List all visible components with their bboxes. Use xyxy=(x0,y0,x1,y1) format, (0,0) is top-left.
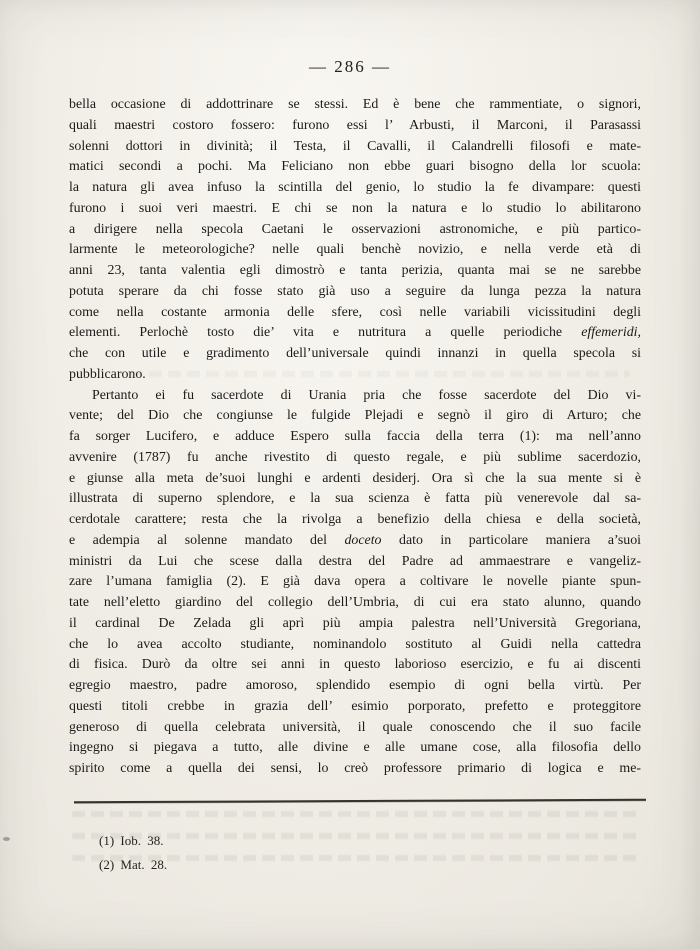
text-line xyxy=(69,738,641,759)
text-run: solenni dottori in divinità; il Testa, il Cavalli, il Calandrelli filosofi e mate- xyxy=(69,138,641,154)
text-run: anni 23, tanta valentia egli dimostrò e tanta perizia, quanta mai se ne sarebbe xyxy=(69,263,641,278)
text-line xyxy=(69,510,641,531)
text-line xyxy=(69,240,641,261)
text-line xyxy=(69,593,641,614)
footnote-separator-rule xyxy=(74,799,646,804)
text-run: avvenire (1787) fu anche rivestito di questo regale, e più sublime sacerdozio, xyxy=(69,449,641,465)
text-run: a dirigere nella specola Caetani le osservazioni astronomiche, e più partico- xyxy=(69,221,641,237)
text-run: Pertanto ei fu sacerdote di Urania pria che fosse sacerdote del Dio vi- xyxy=(92,387,641,403)
text-run: che lo avea accolto studiante, nominandolo sostituto al Guidi nella cattedra xyxy=(69,636,641,652)
text-line xyxy=(69,552,641,573)
text-run: quali maestri costoro fossero: furono essi l’ Arbusti, il Marconi, il Parasassi xyxy=(69,117,641,133)
text-line xyxy=(69,303,641,324)
text-line xyxy=(69,531,641,552)
text-line xyxy=(69,489,641,510)
text-line xyxy=(69,448,641,469)
text-run: tate nell’eletto giardino del collegio dell’Umbria, di cui era stato alunno, quando xyxy=(69,595,641,610)
text-run: furono i suoi veri maestri. E chi se non la natura e lo studio lo abilitarono xyxy=(69,200,641,216)
text-line xyxy=(69,137,641,158)
text-line xyxy=(69,199,641,220)
footnote: (1) Iob. 38. xyxy=(99,833,164,848)
text-line xyxy=(69,676,641,697)
text-line xyxy=(69,157,641,178)
scan-speck-artifact xyxy=(3,837,10,841)
text-run: ingegno si piegava a tutto, alle divine e alle umane cose, alla filosofia dello xyxy=(69,740,641,756)
text-run: bella occasione di addottrinare se stessi. Ed è bene che rammentiate, o signori, xyxy=(69,97,641,112)
text-line xyxy=(69,116,641,137)
text-line xyxy=(69,261,641,282)
text-run: fa sorger Lucifero, e adduce Espero sulla faccia della terra (1): ma nell’anno xyxy=(69,429,641,444)
text-line xyxy=(69,718,641,739)
page-body-text xyxy=(69,95,641,780)
text-line xyxy=(69,220,641,241)
text-line xyxy=(69,614,641,635)
text-run: di fisica. Durò da oltre sei anni in questo laborioso esercizio, e fu ai discenti xyxy=(69,657,641,673)
text-run: vente; del Dio che congiunse le fulgide Plejadi e segnò il giro di Arturo; che xyxy=(69,408,641,424)
text-line xyxy=(69,635,641,656)
bleedthrough-artifact xyxy=(130,366,630,384)
text-run: ministri da Lui che scese dalla destra del Padre ad ammaestrare e vangeliz- xyxy=(69,553,641,569)
text-run: potuta sperare da chi fosse stato già uso a seguire da lunga pezza la natura xyxy=(69,283,641,299)
text-run: illustrata di superno splendore, e la sua scienza è fatta più venerevole dal sa- xyxy=(69,491,641,507)
text-run: che con utile e gradimento dell’universale quindi innanzi in quella specola si xyxy=(69,346,641,361)
text-line xyxy=(69,386,641,407)
italic-text-run: doceto xyxy=(344,532,382,548)
text-run: elementi. Perlochè tosto die’ vita e nutritura a quelle periodiche xyxy=(69,325,582,341)
text-run: larmente le meteorologiche? nelle quali benchè novizio, e nella verde età di xyxy=(69,242,641,258)
text-run: il cardinal De Zelada gli aprì più ampia palestra nell’Università Gregoriana, xyxy=(69,615,641,631)
text-line xyxy=(69,697,641,718)
text-line xyxy=(69,427,641,448)
text-run: e giunse alla meta de’suoi lunghi e ardenti desiderj. Ora sì che la sua mente si è xyxy=(69,470,641,486)
text-run: egregio maestro, padre amoroso, splendido esempio di ogni bella virtù. Per xyxy=(69,678,641,693)
page-number-header: — 286 — xyxy=(309,57,391,76)
text-run: generoso di quella celebrata università, il quale conoscendo che il suo facile xyxy=(69,719,641,735)
text-line xyxy=(69,655,641,676)
text-run: spirito come a quella dei sensi, lo creò professore primario di logica e me- xyxy=(69,761,641,776)
text-run: e adempia al solenne mandato del xyxy=(69,532,345,548)
footnote: (2) Mat. 28. xyxy=(99,857,168,872)
text-line xyxy=(69,406,641,427)
text-run: questi titoli crebbe in grazia dell’ esimio porporato, prefetto e proteggitore xyxy=(69,698,641,714)
text-line xyxy=(69,759,641,780)
text-run: matici secondi a pochi. Ma Feliciano non ebbe guari bisogno della lor scuola: xyxy=(69,159,641,175)
text-line xyxy=(69,344,641,365)
bleedthrough-artifact xyxy=(72,806,638,870)
text-line xyxy=(69,572,641,593)
text-line xyxy=(69,178,641,199)
text-run: zare l’umana famiglia (2). E già dava opera a coltivare le novelle piante spun- xyxy=(69,574,641,590)
text-run: la natura gli avea infuso la scintilla del genio, lo studio la fe divampare: questi xyxy=(69,180,641,195)
text-line xyxy=(69,282,641,303)
text-run: cerdotale carattere; resta che la rivolga a benefizio della chiesa e della società, xyxy=(69,512,641,527)
text-run: pubblicarono. xyxy=(69,366,146,382)
text-line xyxy=(69,95,641,116)
text-line xyxy=(69,469,641,490)
text-run: come nella costante armonia delle sfere, così nelle variabili vicissitudini degli xyxy=(69,304,641,320)
text-line xyxy=(69,323,641,344)
text-run: dato in particolare maniera a’suoi xyxy=(381,532,641,548)
italic-text-run: effemeridi, xyxy=(581,325,641,341)
